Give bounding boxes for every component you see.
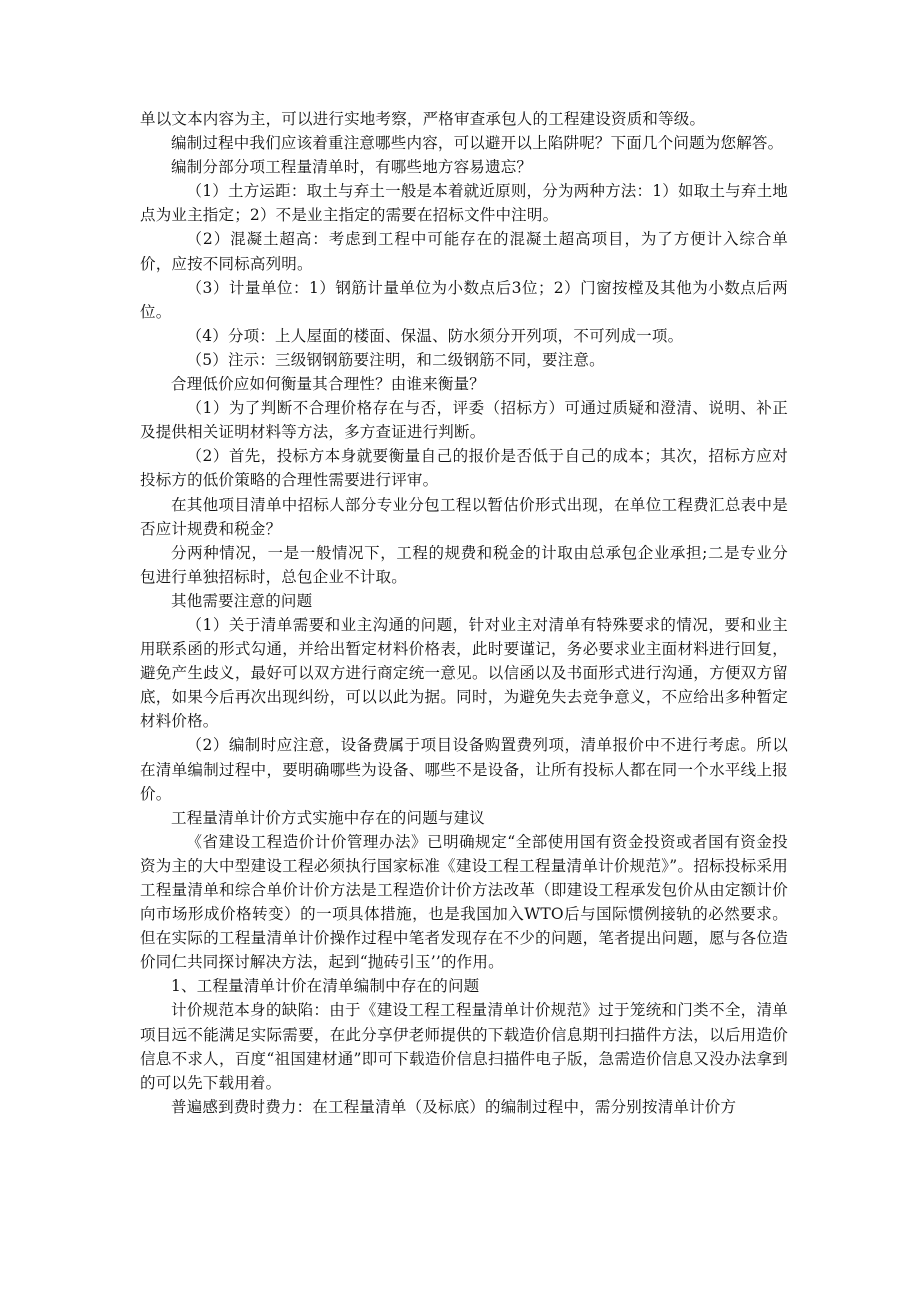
list-item: （5）注示：三级钢钢筋要注明，和二级钢筋不同，要注意。: [186, 350, 605, 369]
list-item: （1）关于清单需要和业主沟通的问题，针对业主对清单有特殊要求的情况，要和业主用联系函的形式勾通，并给出暂定材料价格表，此时要谨记，务必要求业主面材料进行回复，避免产生歧义，最好可以双方进行商定统一意见。以信函以及书面形式进行沟通，方便双方留底，如果今后再次出现纠纷，可以以此为据。同时，为避免失去竞争意义，不应给出多种暂定材料价格。: [140, 615, 788, 731]
list-item: （2）首先，投标方本身就要衡量自己的报价是否低于自己的成本；其次，招标方应对投标方的低价策略的合理性需要进行评审。: [140, 447, 788, 490]
list-item: （2）编制时应注意，设备费属于项目设备购置费列项，清单报价中不进行考虑。所以在清单编制过程中，要明确哪些为设备、哪些不是设备，让所有投标人都在同一个水平线上报价。: [140, 736, 788, 803]
section-question: 在其他项目清单中招标人部分专业分包工程以暂估价形式出现，在单位工程费汇总表中是否应计规费和税金？: [140, 495, 788, 538]
list-item: （4）分项：上人屋面的楼面、保温、防水须分开列项，不可列成一项。: [186, 326, 684, 345]
list-item: （2）混凝土超高：考虑到工程中可能存在的混凝土超高项目，为了方便计入综合单价，应按不同标高列明。: [140, 230, 788, 273]
list-item: （1）为了判断不合理价格存在与否，评委（招标方）可通过质疑和澄清、说明、补正及提供相关证明材料等方法，多方查证进行判断。: [140, 399, 788, 442]
paragraph: 单以文本内容为主，可以进行实地考察，严格审查承包人的工程建设资质和等级。: [140, 110, 706, 128]
paragraph: 计价规范本身的缺陷：由于《建设工程工程量清单计价规范》过于笼统和门类不全，清单项目远不能满足实际需要，在此分享伊老师提供的下载造价信息期刊扫描件方法，以后用造价信息不求人，百度“祖国建材通”即可下载造价信息扫描件电子版，急需造价信息又没办法拿到的可以先下载用着。: [140, 1001, 788, 1092]
section-question: 编制分部分项工程量清单时，有哪些地方容易遗忘？: [171, 158, 533, 177]
paragraph: 普遍感到费时费力：在工程量清单（及标底）的编制过程中，需分别按清单计价方: [171, 1097, 737, 1116]
list-item: （1）土方运距：取土与弃土一般是本着就近原则，分为两种方法：1）如取土与弃土地点为业主指定；2）不是业主指定的需要在招标文件中注明。: [140, 182, 788, 225]
section-heading: 1、工程量清单计价在清单编制中存在的问题: [171, 977, 480, 996]
paragraph: 分两种情况，一是一般情况下，工程的规费和税金的计取由总承包企业承担;二是专业分包进行单独招标时，总包企业不计取。: [140, 543, 788, 586]
document-body: [140, 107, 788, 1119]
paragraph: 《省建设工程造价计价管理办法》已明确规定“全部使用国有资金投资或者国有资金投资为主的大中型建设工程必须执行国家标准《建设工程工程量清单计价规范》”。招标投标采用工程量清单和综合单价计价方法是工程造价计价方法改革（即建设工程承发包价从由定额计价向市场形成价格转变）的一项具体措施，也是我国加入WTO后与国际惯例接轨的必然要求。但在实际的工程量清单计价操作过程中笔者发现存在不少的问题，笔者提出问题，愿与各位造价同仁共同探讨解决方法，起到“抛砖引玉’’的作用。: [140, 832, 788, 972]
section-heading: 工程量清单计价方式实施中存在的问题与建议: [171, 808, 486, 827]
section-question: 合理低价应如何衡量其合理性？由谁来衡量？: [171, 375, 486, 394]
section-heading: 其他需要注意的问题: [171, 591, 313, 610]
list-item: （3）计量单位：1）钢筋计量单位为小数点后3位；2）门窗按樘及其他为小数点后两位。: [140, 278, 788, 321]
paragraph: 编制过程中我们应该着重注意哪些内容，可以避开以上陷阱呢？下面几个问题为您解答。: [171, 134, 784, 153]
